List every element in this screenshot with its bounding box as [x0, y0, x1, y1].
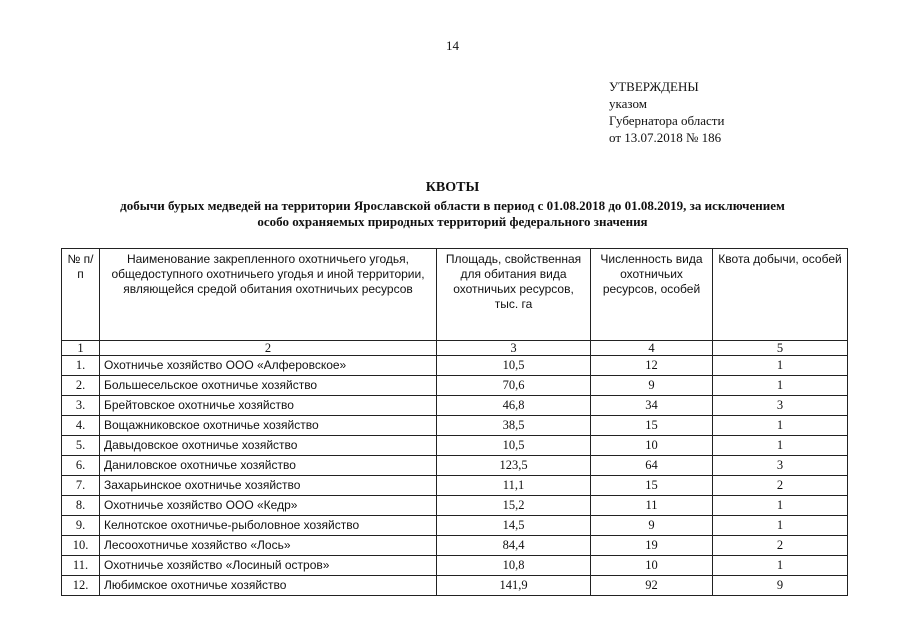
column-number: 1	[62, 341, 100, 356]
quota-cell: 2	[713, 476, 848, 496]
hunting-ground-name-cell: Захарьинское охотничье хозяйство	[100, 476, 437, 496]
population-count-cell: 15	[591, 476, 713, 496]
table-row	[62, 556, 848, 576]
population-count-cell: 15	[591, 416, 713, 436]
row-number-cell: 5.	[62, 436, 100, 456]
hunting-ground-name-cell: Лесоохотничье хозяйство «Лось»	[100, 536, 437, 556]
area-cell: 141,9	[437, 576, 591, 596]
population-count-cell: 10	[591, 556, 713, 576]
row-number-cell: 11.	[62, 556, 100, 576]
column-header: Квота добычи, особей	[713, 249, 848, 341]
column-number: 4	[591, 341, 713, 356]
column-header: Численность вида охотничьих ресурсов, особей	[591, 249, 713, 341]
title-line: добычи бурых медведей на территории Ярославской области в период с 01.08.2018 до 01.08.2019, за исключением	[120, 198, 785, 213]
title-line: особо охраняемых природных территорий федерального значения	[257, 214, 648, 229]
hunting-ground-name-cell: Охотничье хозяйство ООО «Алферовское»	[100, 356, 437, 376]
population-count-cell: 19	[591, 536, 713, 556]
area-cell: 70,6	[437, 376, 591, 396]
row-number-cell: 10.	[62, 536, 100, 556]
quota-cell: 1	[713, 356, 848, 376]
quota-cell: 1	[713, 436, 848, 456]
population-count-cell: 9	[591, 376, 713, 396]
table-row	[62, 416, 848, 436]
row-number-cell: 1.	[62, 356, 100, 376]
area-cell: 123,5	[437, 456, 591, 476]
population-count-cell: 34	[591, 396, 713, 416]
quota-cell: 1	[713, 556, 848, 576]
hunting-ground-name-cell: Келнотское охотничье-рыболовное хозяйство	[100, 516, 437, 536]
quota-cell: 1	[713, 376, 848, 396]
table-row	[62, 476, 848, 496]
approval-block	[609, 78, 724, 146]
area-cell: 10,8	[437, 556, 591, 576]
column-number-row	[62, 341, 848, 356]
hunting-ground-name-cell: Даниловское охотничье хозяйство	[100, 456, 437, 476]
table-row	[62, 436, 848, 456]
population-count-cell: 64	[591, 456, 713, 476]
quota-cell: 3	[713, 396, 848, 416]
approval-line: Губернатора области	[609, 113, 725, 128]
hunting-ground-name-cell: Вощажниковское охотничье хозяйство	[100, 416, 437, 436]
column-header: № п/п	[62, 249, 100, 341]
area-cell: 14,5	[437, 516, 591, 536]
row-number-cell: 12.	[62, 576, 100, 596]
title-main: КВОТЫ	[425, 180, 480, 195]
hunting-ground-name-cell: Давыдовское охотничье хозяйство	[100, 436, 437, 456]
hunting-ground-name-cell: Охотничье хозяйство «Лосиный остров»	[100, 556, 437, 576]
table-header-row	[62, 249, 848, 341]
quota-cell: 2	[713, 536, 848, 556]
hunting-ground-name-cell: Большесельское охотничье хозяйство	[100, 376, 437, 396]
row-number-cell: 2.	[62, 376, 100, 396]
quota-cell: 1	[713, 416, 848, 436]
area-cell: 84,4	[437, 536, 591, 556]
column-header: Площадь, свойственная для обитания вида охотничьих ресурсов, тыс. га	[437, 249, 591, 341]
area-cell: 46,8	[437, 396, 591, 416]
hunting-ground-name-cell: Брейтовское охотничье хозяйство	[100, 396, 437, 416]
page-number: 14	[446, 38, 459, 53]
table-row	[62, 496, 848, 516]
column-header: Наименование закрепленного охотничьего угодья, общедоступного охотничьего угодья и иной территории, являющейся средой обитания охотничьих ресурсов	[100, 249, 437, 341]
table-row	[62, 396, 848, 416]
row-number-cell: 6.	[62, 456, 100, 476]
document-title	[0, 180, 905, 230]
population-count-cell: 9	[591, 516, 713, 536]
quota-cell: 3	[713, 456, 848, 476]
quota-cell: 1	[713, 496, 848, 516]
row-number-cell: 9.	[62, 516, 100, 536]
population-count-cell: 11	[591, 496, 713, 516]
area-cell: 15,2	[437, 496, 591, 516]
area-cell: 11,1	[437, 476, 591, 496]
quota-table	[61, 248, 848, 596]
column-number: 3	[437, 341, 591, 356]
table-row	[62, 516, 848, 536]
area-cell: 38,5	[437, 416, 591, 436]
quota-cell: 1	[713, 516, 848, 536]
approval-line: УТВЕРЖДЕНЫ	[609, 79, 699, 94]
approval-line: от 13.07.2018 № 186	[609, 130, 722, 145]
row-number-cell: 8.	[62, 496, 100, 516]
population-count-cell: 12	[591, 356, 713, 376]
quota-cell: 9	[713, 576, 848, 596]
table-row	[62, 376, 848, 396]
population-count-cell: 92	[591, 576, 713, 596]
area-cell: 10,5	[437, 356, 591, 376]
row-number-cell: 3.	[62, 396, 100, 416]
hunting-ground-name-cell: Охотничье хозяйство ООО «Кедр»	[100, 496, 437, 516]
table-row	[62, 456, 848, 476]
hunting-ground-name-cell: Любимское охотничье хозяйство	[100, 576, 437, 596]
population-count-cell: 10	[591, 436, 713, 456]
column-number: 5	[713, 341, 848, 356]
table-row	[62, 536, 848, 556]
area-cell: 10,5	[437, 436, 591, 456]
row-number-cell: 4.	[62, 416, 100, 436]
row-number-cell: 7.	[62, 476, 100, 496]
approval-line: указом	[609, 96, 647, 111]
column-number: 2	[100, 341, 437, 356]
table-row	[62, 356, 848, 376]
table-row	[62, 576, 848, 596]
